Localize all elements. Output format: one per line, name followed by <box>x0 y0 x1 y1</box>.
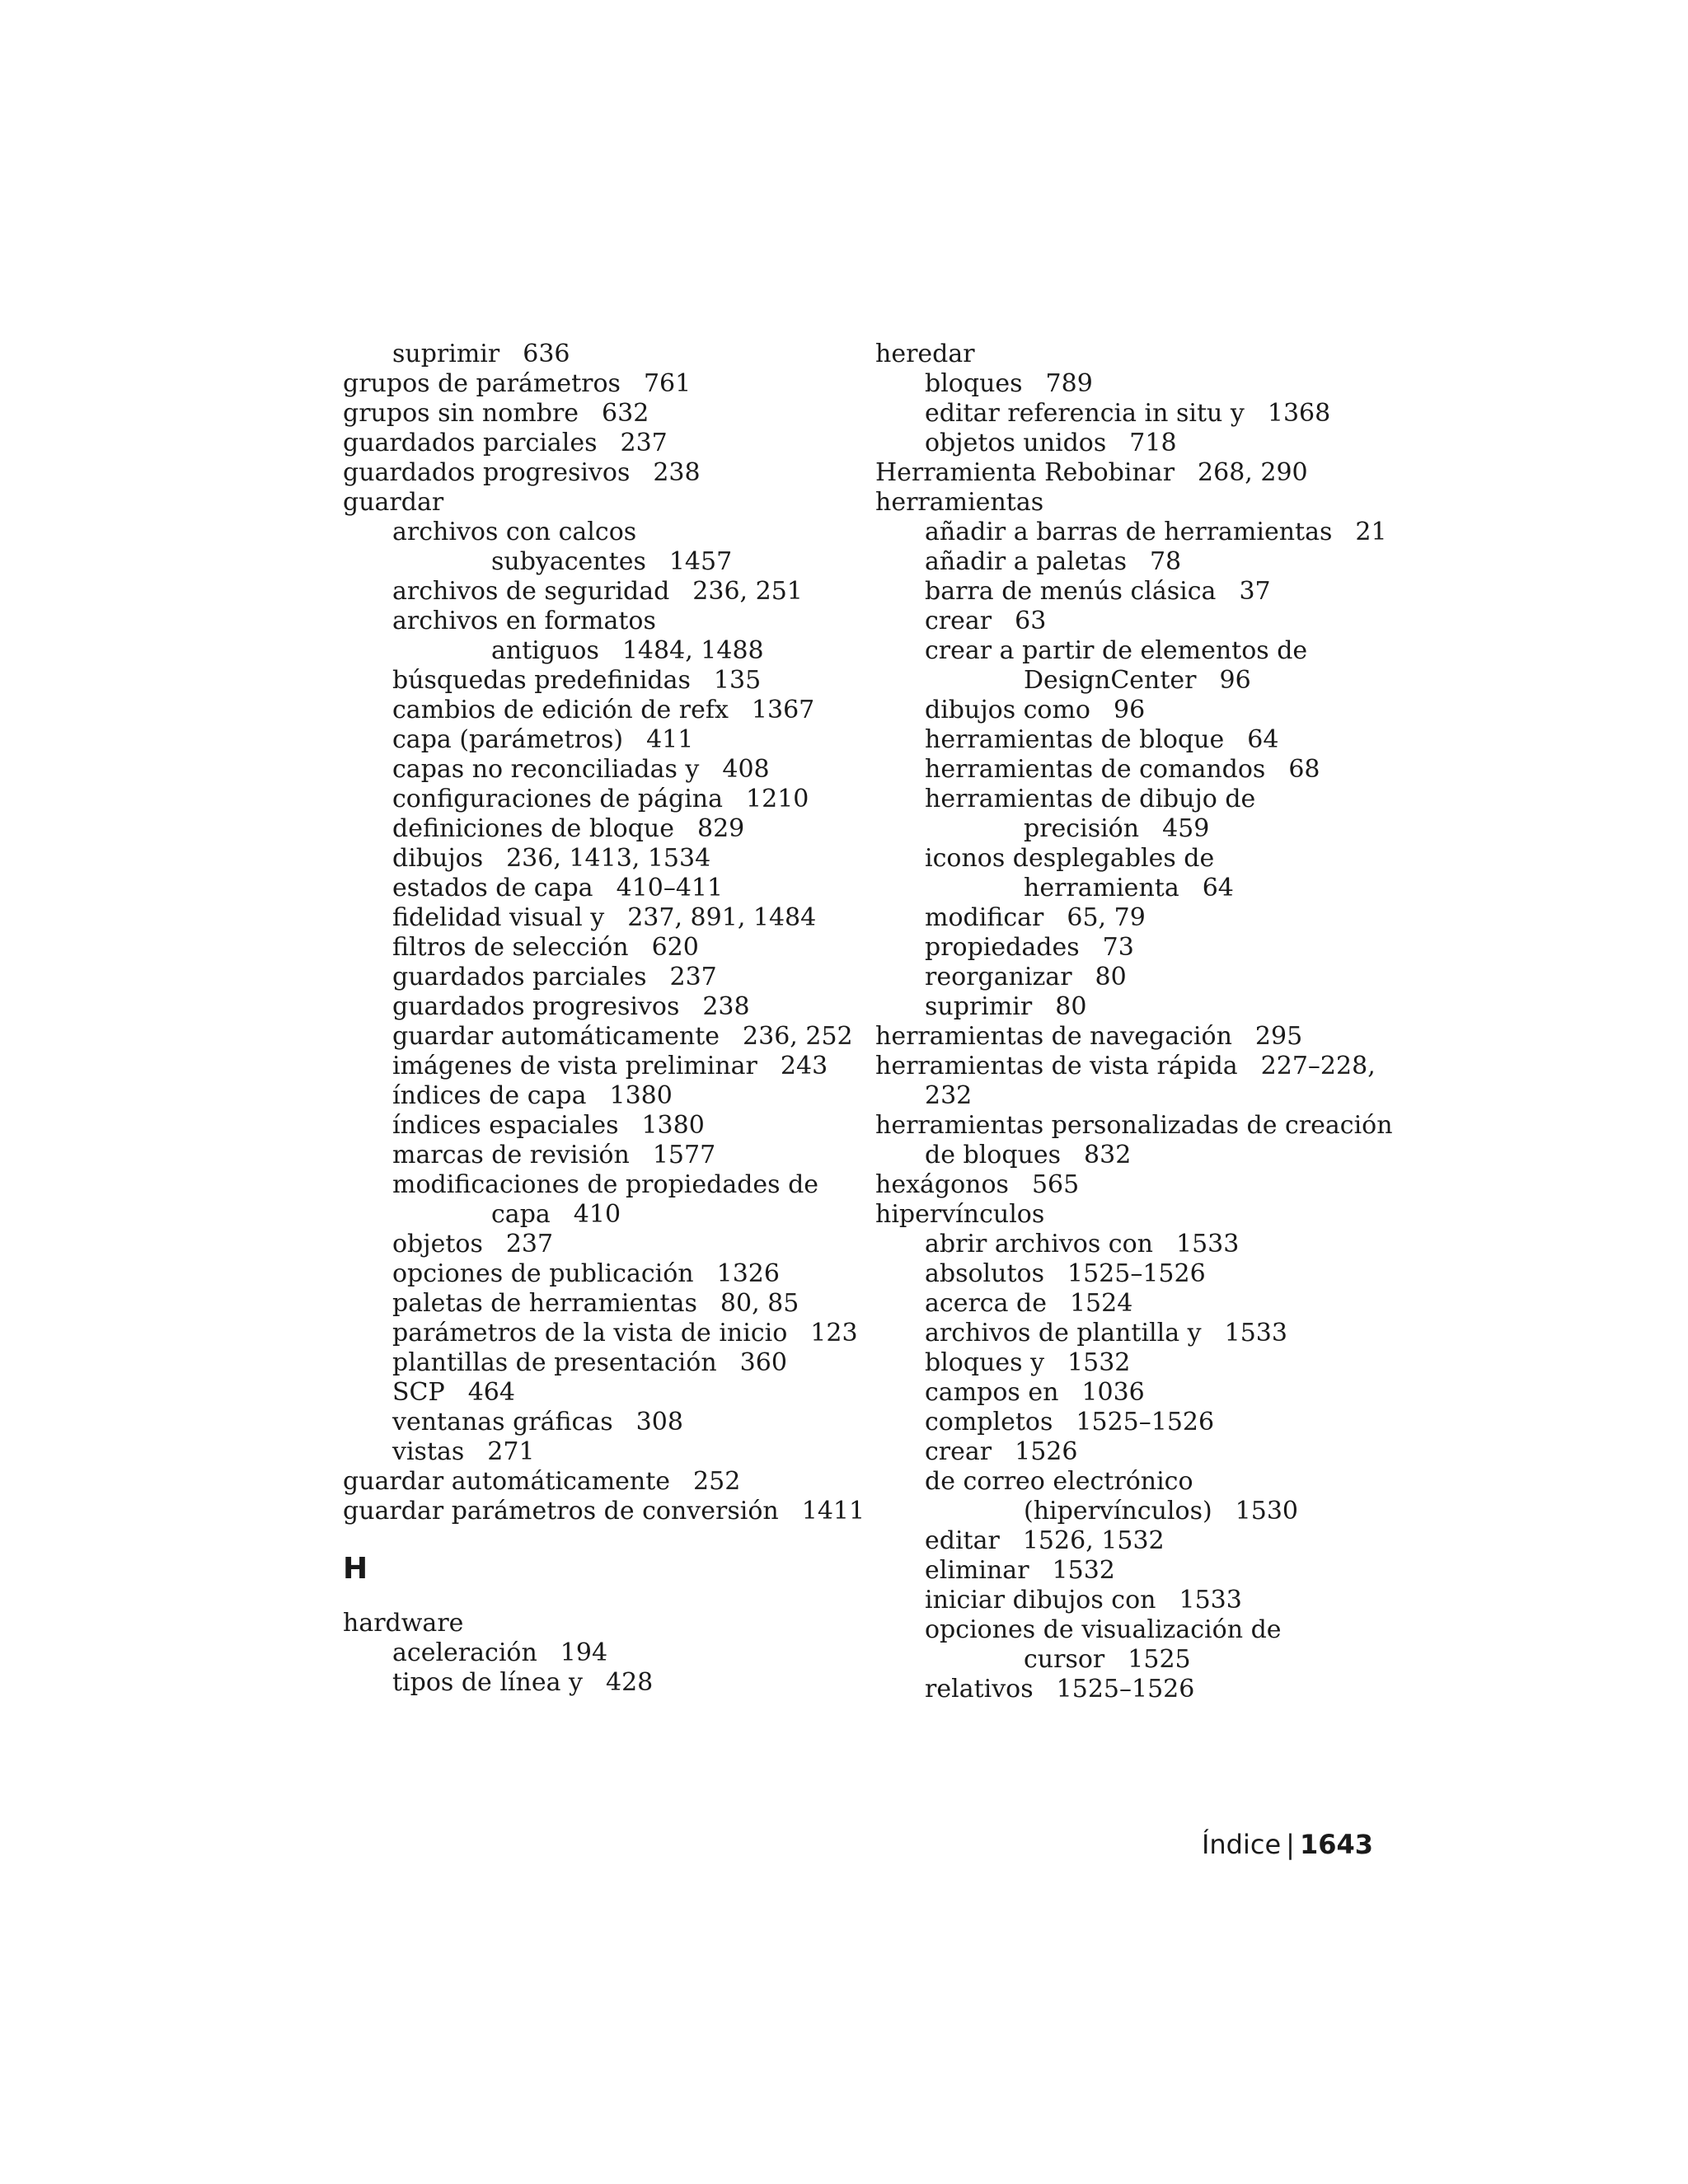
index-entry <box>875 814 1370 844</box>
index-entry <box>875 429 1370 458</box>
index-page-refs: 761 <box>643 369 692 398</box>
index-entry <box>875 1645 1370 1675</box>
index-page-refs: 1525–1526 <box>1076 1408 1215 1436</box>
index-entry <box>343 1467 837 1497</box>
index-page-refs: 123 <box>810 1319 858 1347</box>
index-entry <box>343 1170 837 1200</box>
index-entry <box>875 1675 1370 1704</box>
index-term: modificaciones de propiedades de <box>392 1170 819 1199</box>
index-term: objetos <box>392 1230 483 1258</box>
index-entry <box>343 488 837 518</box>
index-entry <box>875 1052 1376 1081</box>
index-entry <box>875 785 1370 814</box>
index-page-refs: 1533 <box>1175 1230 1240 1258</box>
index-entry <box>343 1668 837 1698</box>
index-entry <box>343 1141 837 1170</box>
index-entry <box>875 340 1370 369</box>
index-term: heredar <box>875 340 975 368</box>
index-entry <box>875 933 1370 963</box>
index-entry <box>875 399 1370 429</box>
index-column-right <box>875 340 1393 1704</box>
index-page-refs: 1533 <box>1179 1586 1242 1615</box>
index-term: crear a partir de elementos de <box>925 636 1308 665</box>
index-entry <box>875 696 1370 725</box>
index-entry <box>343 1437 837 1467</box>
index-page-refs: 1210 <box>746 785 809 813</box>
index-entries-left <box>343 340 865 1526</box>
index-entry <box>875 1022 1370 1052</box>
index-page-refs: 63 <box>1015 607 1047 635</box>
index-entry <box>343 518 837 547</box>
index-page-refs: 410 <box>573 1200 621 1229</box>
index-entry <box>875 547 1370 577</box>
index-entry <box>343 636 837 666</box>
index-term: guardados progresivos <box>392 992 680 1021</box>
index-page-refs: 464 <box>467 1378 515 1407</box>
index-term: bloques y <box>925 1348 1045 1377</box>
index-term: guardar parámetros de conversión <box>343 1497 779 1526</box>
index-term: herramientas de comandos <box>925 755 1266 784</box>
index-term: propiedades <box>925 933 1080 962</box>
index-entry <box>343 1081 837 1111</box>
index-entry <box>875 755 1370 785</box>
index-term: 232 <box>925 1081 973 1110</box>
index-page-refs: 237 <box>669 963 717 991</box>
index-term: herramientas de bloque <box>925 725 1225 754</box>
index-term: vistas <box>392 1437 465 1466</box>
index-term: herramientas <box>875 488 1044 517</box>
index-term: archivos de seguridad <box>392 577 670 606</box>
index-term: ventanas gráficas <box>392 1408 613 1436</box>
index-entry <box>875 1467 1370 1497</box>
index-term: crear <box>925 607 992 635</box>
index-term: campos en <box>925 1378 1059 1407</box>
section-heading: H <box>343 1552 368 1586</box>
index-entry <box>875 369 1370 399</box>
index-page-refs: 1380 <box>641 1111 705 1140</box>
index-term: herramienta <box>1024 874 1179 902</box>
index-page-refs: 632 <box>602 399 649 428</box>
index-entry <box>343 1200 837 1230</box>
index-term: crear <box>925 1437 992 1466</box>
index-entry <box>343 1497 865 1526</box>
index-entry <box>343 607 837 636</box>
index-term: antiguos <box>491 636 599 665</box>
index-entry <box>343 1052 837 1081</box>
index-term: fidelidad visual y <box>392 903 605 932</box>
index-entry <box>343 369 837 399</box>
index-entry <box>343 903 837 933</box>
index-page-refs: 636 <box>523 340 570 368</box>
index-page-refs: 238 <box>702 992 750 1021</box>
index-page-refs: 227–228, <box>1260 1052 1376 1080</box>
index-term: relativos <box>925 1675 1034 1704</box>
index-page-refs: 1524 <box>1069 1289 1133 1318</box>
index-term: iconos desplegables de <box>925 844 1215 873</box>
index-page-refs: 459 <box>1162 814 1210 843</box>
index-page-refs: 236, 251 <box>692 577 803 606</box>
index-entry <box>343 1319 858 1348</box>
index-entry <box>343 1289 837 1319</box>
index-entry <box>875 1200 1370 1230</box>
index-term: guardados progresivos <box>343 458 631 487</box>
index-entry <box>343 696 837 725</box>
index-entry <box>875 1556 1370 1586</box>
index-entry <box>875 518 1387 547</box>
index-entry <box>875 1497 1370 1526</box>
index-entry <box>875 1259 1370 1289</box>
index-page-refs: 1532 <box>1067 1348 1131 1377</box>
index-page-refs: 1526, 1532 <box>1022 1526 1165 1555</box>
index-term: de bloques <box>925 1141 1062 1169</box>
page-number: 1643 <box>1299 1829 1373 1860</box>
index-entry <box>343 666 837 696</box>
index-term: archivos con calcos <box>392 518 637 546</box>
index-entry <box>343 340 837 369</box>
index-term: bloques <box>925 369 1023 398</box>
index-page-refs: 65, 79 <box>1067 903 1146 932</box>
index-entry <box>875 666 1370 696</box>
index-term: hipervínculos <box>875 1200 1045 1229</box>
index-page-refs: 1526 <box>1015 1437 1078 1466</box>
index-term: guardar automáticamente <box>343 1467 671 1496</box>
index-entry <box>343 992 837 1022</box>
index-entry <box>875 1526 1370 1556</box>
index-entry <box>343 785 837 814</box>
index-term: guardados parciales <box>343 429 598 457</box>
index-term: índices de capa <box>392 1081 587 1110</box>
index-entry <box>343 1259 837 1289</box>
index-term: guardados parciales <box>392 963 647 991</box>
index-entry <box>875 874 1370 903</box>
index-page-refs: 73 <box>1102 933 1134 962</box>
index-page-refs: 829 <box>696 814 745 843</box>
index-page-refs: 1525–1526 <box>1067 1259 1206 1288</box>
index-entry <box>875 1408 1370 1437</box>
footer-section-label: Índice <box>1201 1829 1282 1860</box>
index-entry <box>343 844 837 874</box>
index-entry <box>875 963 1370 992</box>
index-page-refs: 360 <box>739 1348 787 1377</box>
index-term: archivos de plantilla y <box>925 1319 1202 1347</box>
index-entry <box>343 1022 853 1052</box>
index-term: cursor <box>1024 1645 1105 1674</box>
index-term: eliminar <box>925 1556 1029 1585</box>
index-page-refs: 64 <box>1202 874 1234 902</box>
index-column-left <box>343 340 865 1698</box>
index-page-refs: 1368 <box>1267 399 1331 428</box>
index-page-refs: 308 <box>635 1408 683 1436</box>
index-entry <box>875 458 1370 488</box>
index-page-refs: 1326 <box>716 1259 780 1288</box>
index-page-refs: 1484, 1488 <box>621 636 764 665</box>
index-entries-right <box>875 340 1393 1704</box>
index-page-refs: 1411 <box>801 1497 865 1526</box>
index-entry <box>875 1319 1370 1348</box>
index-entry <box>875 488 1370 518</box>
index-entry <box>343 963 837 992</box>
index-page-refs: 64 <box>1247 725 1279 754</box>
index-term: de correo electrónico <box>925 1467 1193 1496</box>
index-term: precisión <box>1024 814 1140 843</box>
index-entry <box>875 844 1370 874</box>
index-term: parámetros de la vista de inicio <box>392 1319 788 1347</box>
index-term: capa <box>491 1200 551 1229</box>
index-page-refs: 410–411 <box>616 874 724 902</box>
index-entry <box>875 992 1370 1022</box>
index-term: índices espaciales <box>392 1111 619 1140</box>
index-term: imágenes de vista preliminar <box>392 1052 757 1080</box>
index-entry <box>875 1170 1370 1200</box>
index-page-refs: 237 <box>620 429 668 457</box>
index-term: hardware <box>343 1609 464 1638</box>
index-entry <box>343 725 837 755</box>
index-entry <box>875 725 1370 755</box>
index-term: configuraciones de página <box>392 785 724 813</box>
index-entry <box>875 903 1370 933</box>
index-term: cambios de edición de refx <box>392 696 729 724</box>
index-term: dibujos como <box>925 696 1090 724</box>
index-page-refs: 68 <box>1288 755 1320 784</box>
index-page-refs: 80, 85 <box>720 1289 799 1318</box>
index-entry <box>875 1586 1370 1615</box>
index-entry <box>875 1230 1370 1259</box>
index-term: abrir archivos con <box>925 1230 1153 1258</box>
index-page-refs: 408 <box>722 755 770 784</box>
index-term: marcas de revisión <box>392 1141 630 1169</box>
index-term: añadir a barras de herramientas <box>925 518 1333 546</box>
index-term: absolutos <box>925 1259 1044 1288</box>
index-entry <box>875 1289 1370 1319</box>
page-footer <box>1202 1828 1373 1861</box>
index-term: archivos en formatos <box>392 607 656 635</box>
index-term: acerca de <box>925 1289 1047 1318</box>
index-entry <box>875 1141 1370 1170</box>
index-entry <box>875 1378 1370 1408</box>
index-entry <box>343 1638 837 1668</box>
index-term: Herramienta Rebobinar <box>875 458 1175 487</box>
index-entry <box>875 1348 1370 1378</box>
index-page-refs: 236, 1413, 1534 <box>506 844 711 873</box>
index-entry <box>875 577 1370 607</box>
index-entry <box>343 1378 837 1408</box>
index-page-refs: 237 <box>505 1230 554 1258</box>
index-page-refs: 80 <box>1055 992 1087 1021</box>
index-term: opciones de visualización de <box>925 1615 1282 1644</box>
index-entry <box>343 1111 837 1141</box>
index-page-refs: 243 <box>780 1052 828 1080</box>
index-term: tipos de línea y <box>392 1668 583 1697</box>
index-term: SCP <box>392 1378 445 1407</box>
index-term: definiciones de bloque <box>392 814 674 843</box>
index-term: reorganizar <box>925 963 1072 991</box>
index-page-refs: 1533 <box>1224 1319 1287 1347</box>
index-page-refs: 1457 <box>668 547 733 576</box>
index-page-refs: 21 <box>1355 518 1387 546</box>
index-page-refs: 620 <box>651 933 699 962</box>
index-term: guardar <box>343 488 444 517</box>
index-term: guardar automáticamente <box>392 1022 720 1051</box>
index-page-refs: 135 <box>713 666 762 695</box>
index-term: modificar <box>925 903 1044 932</box>
index-page-refs: 565 <box>1031 1170 1080 1199</box>
index-term: grupos sin nombre <box>343 399 579 428</box>
index-entry <box>343 755 837 785</box>
index-term: DesignCenter <box>1024 666 1197 695</box>
index-entry <box>875 1111 1393 1141</box>
index-page-refs: 1525–1526 <box>1056 1675 1195 1704</box>
index-term: grupos de parámetros <box>343 369 621 398</box>
index-page-refs: 832 <box>1084 1141 1132 1169</box>
index-entry <box>343 874 837 903</box>
index-entry <box>343 1230 837 1259</box>
index-term: objetos unidos <box>925 429 1107 457</box>
index-entry <box>343 1348 837 1378</box>
index-term: suprimir <box>392 340 500 368</box>
index-page-refs: 1525 <box>1128 1645 1191 1674</box>
index-term: hexágonos <box>875 1170 1009 1199</box>
index-page-refs: 237, 891, 1484 <box>627 903 817 932</box>
index-page-refs: 194 <box>560 1638 608 1667</box>
index-entry <box>875 1081 1370 1111</box>
index-term: opciones de publicación <box>392 1259 694 1288</box>
index-term: editar referencia in situ y <box>925 399 1245 428</box>
index-term: barra de menús clásica <box>925 577 1217 606</box>
index-page-refs: 78 <box>1149 547 1182 576</box>
index-page-refs: 1036 <box>1081 1378 1145 1407</box>
index-page-refs: 1532 <box>1052 1556 1115 1585</box>
index-entry <box>343 399 837 429</box>
index-term: capa (parámetros) <box>392 725 624 754</box>
index-page-refs: 236, 252 <box>743 1022 853 1051</box>
index-term: estados de capa <box>392 874 593 902</box>
index-term: paletas de herramientas <box>392 1289 697 1318</box>
index-page-refs: 238 <box>653 458 701 487</box>
index-page-refs: 411 <box>646 725 694 754</box>
index-term: completos <box>925 1408 1053 1436</box>
index-page-refs: 96 <box>1219 666 1251 695</box>
index-entry <box>343 429 837 458</box>
index-entry <box>343 547 837 577</box>
index-entries-section-h <box>343 1609 837 1698</box>
index-term: añadir a paletas <box>925 547 1127 576</box>
index-page-refs: 428 <box>605 1668 654 1697</box>
index-page-refs: 252 <box>693 1467 741 1496</box>
index-page-refs: 1530 <box>1235 1497 1299 1526</box>
index-term: aceleración <box>392 1638 537 1667</box>
index-entry <box>875 1615 1370 1645</box>
index-term: filtros de selección <box>392 933 629 962</box>
index-page-refs: 789 <box>1045 369 1093 398</box>
index-term: capas no reconciliadas y <box>392 755 700 784</box>
index-page-refs: 1577 <box>652 1141 716 1169</box>
index-page-refs: 37 <box>1239 577 1271 606</box>
index-entry <box>343 577 837 607</box>
index-entry <box>875 636 1370 666</box>
index-page-refs: 718 <box>1129 429 1177 457</box>
index-page-refs: 96 <box>1114 696 1146 724</box>
index-term: dibujos <box>392 844 484 873</box>
footer-separator: | <box>1286 1829 1295 1860</box>
index-entry <box>343 1408 837 1437</box>
index-entry <box>875 1437 1370 1467</box>
index-term: herramientas de navegación <box>875 1022 1232 1051</box>
index-entry <box>343 814 837 844</box>
index-page-refs: 271 <box>487 1437 535 1466</box>
index-page-refs: 268, 290 <box>1198 458 1308 487</box>
index-entry <box>343 933 837 963</box>
index-entry <box>343 458 837 488</box>
index-term: editar <box>925 1526 1000 1555</box>
index-term: herramientas de dibujo de <box>925 785 1256 813</box>
index-term: subyacentes <box>491 547 646 576</box>
index-term: herramientas de vista rápida <box>875 1052 1238 1080</box>
index-page-refs: 1367 <box>751 696 815 724</box>
index-term: (hipervínculos) <box>1024 1497 1212 1526</box>
index-term: plantillas de presentación <box>392 1348 717 1377</box>
index-page-refs: 1380 <box>609 1081 673 1110</box>
index-page-refs: 295 <box>1254 1022 1303 1051</box>
index-term: suprimir <box>925 992 1033 1021</box>
index-entry <box>343 1609 837 1638</box>
index-page-refs: 80 <box>1095 963 1127 991</box>
index-entry <box>875 607 1370 636</box>
index-term: iniciar dibujos con <box>925 1586 1156 1615</box>
index-term: herramientas personalizadas de creación <box>875 1111 1393 1140</box>
index-term: búsquedas predefinidas <box>392 666 691 695</box>
